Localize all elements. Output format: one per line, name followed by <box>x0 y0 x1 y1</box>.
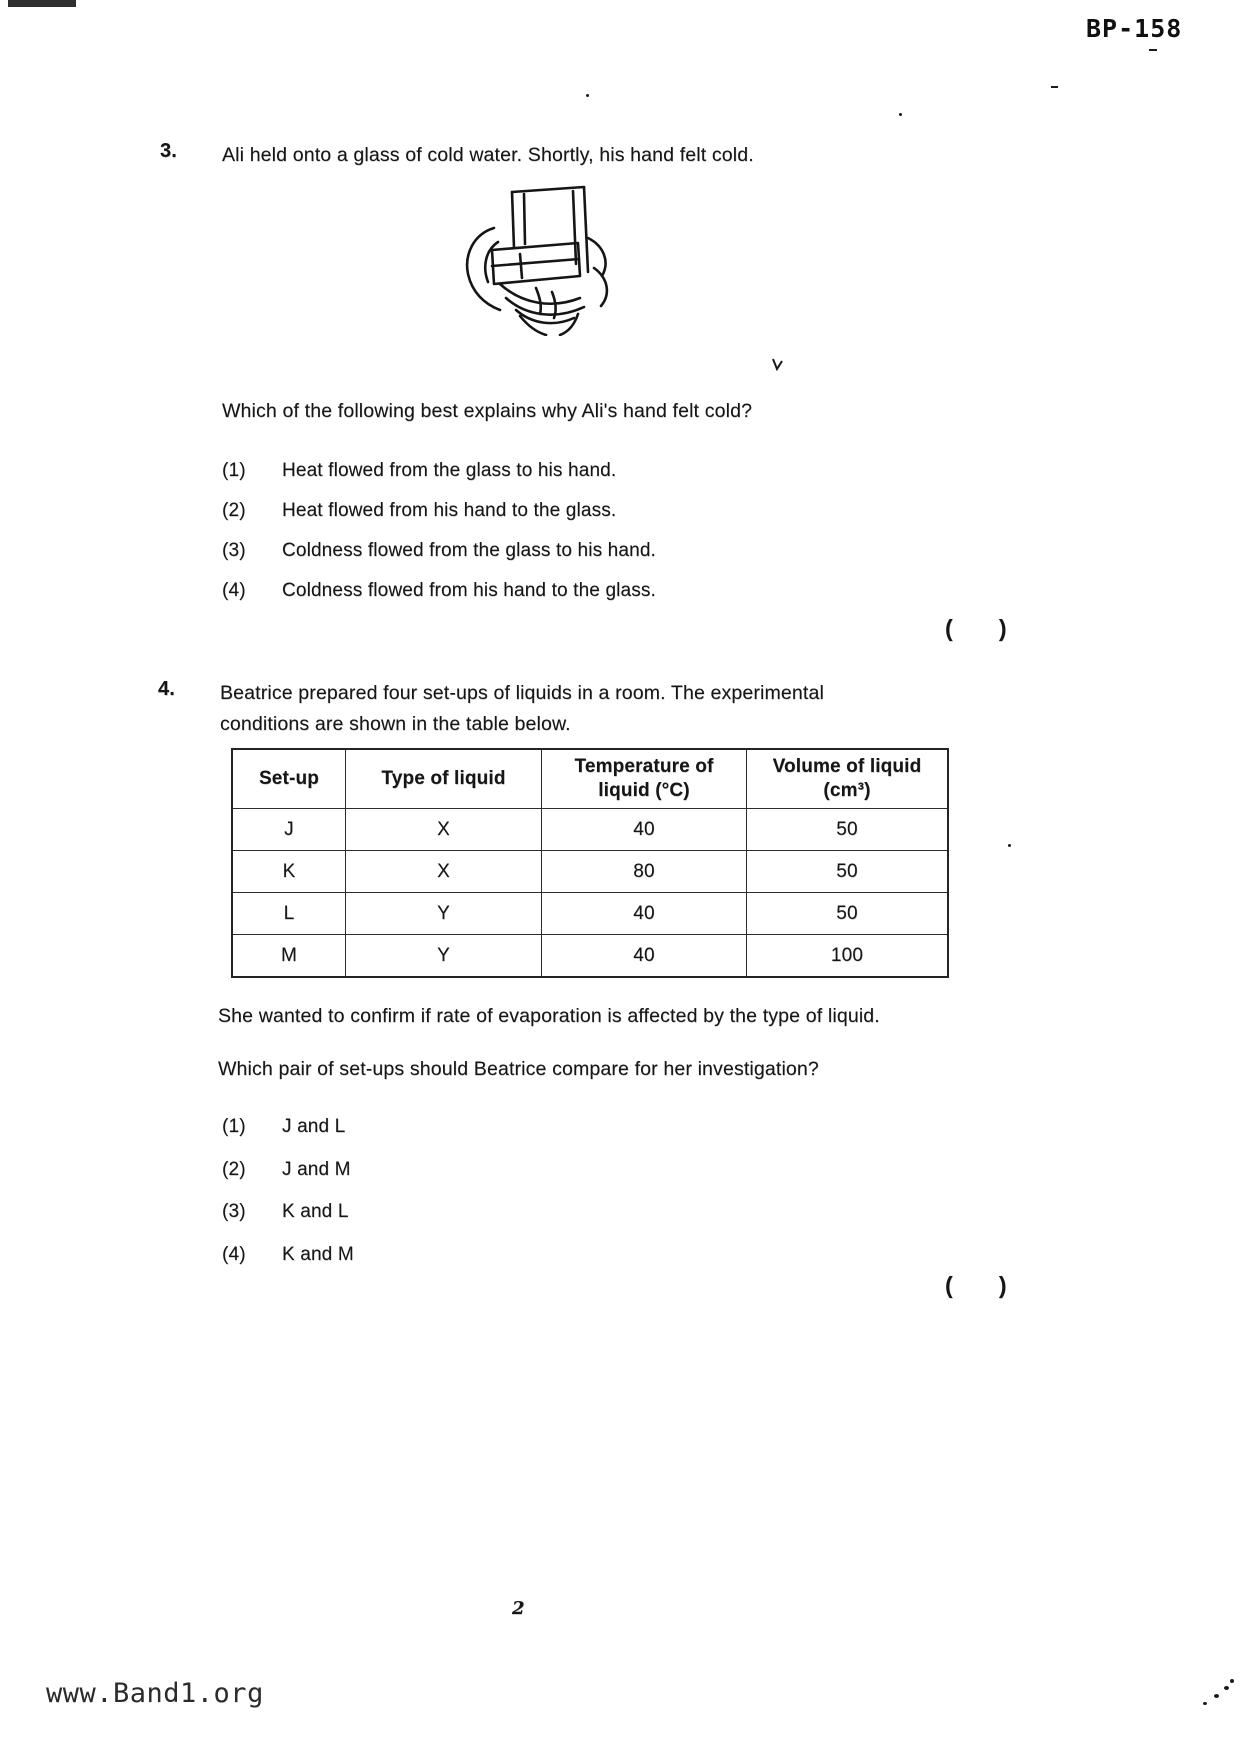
option-text: J and L <box>282 1116 346 1137</box>
cell-type: Y <box>346 935 542 978</box>
option-number: (1) <box>222 1116 246 1137</box>
cell-setup: M <box>232 935 346 978</box>
scan-artifact <box>1214 1694 1219 1698</box>
option-number: (3) <box>222 1201 246 1222</box>
cell-volume: 50 <box>747 809 949 851</box>
option-number: (2) <box>222 500 246 521</box>
bracket-close: ) <box>998 1272 1007 1298</box>
answer-bracket <box>945 1272 1007 1299</box>
page-number: 2 <box>512 1598 525 1619</box>
cell-type: Y <box>346 893 542 935</box>
option-row <box>222 1159 622 1181</box>
table-row <box>232 851 948 893</box>
question-4-note: She wanted to confirm if rate of evaporation is affected by the type of liquid. <box>218 1005 880 1027</box>
question-3-stem <box>160 140 940 171</box>
table-row <box>232 809 948 851</box>
cell-temperature: 80 <box>542 851 747 893</box>
question-4-prompt: Which pair of set-ups should Beatrice compare for her investigation? <box>218 1058 819 1080</box>
cell-temperature: 40 <box>542 893 747 935</box>
option-row <box>222 1116 622 1138</box>
answer-bracket <box>945 615 1007 642</box>
scan-artifact <box>770 356 786 374</box>
option-text: Heat flowed from the glass to his hand. <box>282 460 617 481</box>
question-4-options <box>222 1116 622 1286</box>
cell-setup: L <box>232 893 346 935</box>
question-4-number: 4. <box>158 678 175 700</box>
option-row <box>222 1244 622 1266</box>
option-row <box>222 460 862 482</box>
cell-volume: 100 <box>747 935 949 978</box>
question-4-text: Beatrice prepared four set-ups of liquids in a room. The experimental conditions are shown in the table below. <box>220 682 824 735</box>
option-number: (1) <box>222 460 246 481</box>
cell-type: X <box>346 851 542 893</box>
cell-temperature: 40 <box>542 935 747 978</box>
column-header: Temperature of liquid (°C) <box>542 749 747 809</box>
scan-artifact <box>1224 1686 1229 1690</box>
question-3-prompt: Which of the following best explains why Ali's hand felt cold? <box>222 400 753 422</box>
question-3-text: Ali held onto a glass of cold water. Shortly, his hand felt cold. <box>222 144 754 166</box>
column-header: Volume of liquid (cm³) <box>747 749 949 809</box>
option-row <box>222 580 862 602</box>
question-4-stem <box>158 678 878 740</box>
option-text: Coldness flowed from his hand to the glass. <box>282 580 656 601</box>
hand-holding-glass-illustration <box>428 176 658 336</box>
option-number: (3) <box>222 540 246 561</box>
experiment-conditions-table <box>231 748 949 978</box>
option-text: K and L <box>282 1201 349 1222</box>
option-text: J and M <box>282 1158 351 1180</box>
cell-type: X <box>346 809 542 851</box>
column-header: Set-up <box>232 749 346 809</box>
paper-code: BP-158 <box>1086 14 1183 43</box>
cell-setup: K <box>232 851 346 893</box>
bracket-close: ) <box>998 615 1007 641</box>
option-text: Heat flowed from his hand to the glass. <box>282 500 617 521</box>
cell-temperature: 40 <box>542 809 747 851</box>
scan-artifact <box>1008 844 1011 847</box>
scan-artifact <box>1051 86 1058 88</box>
table-row <box>232 935 948 978</box>
question-3-options <box>222 460 862 620</box>
scan-artifact <box>586 94 589 97</box>
bracket-open: ( <box>945 1272 953 1298</box>
option-text: K and M <box>282 1243 354 1265</box>
option-row <box>222 500 862 522</box>
table-row <box>232 893 948 935</box>
option-number: (2) <box>222 1158 246 1180</box>
bracket-open: ( <box>945 615 953 641</box>
footer-url: www.Band1.org <box>46 1678 264 1709</box>
column-header: Type of liquid <box>346 749 542 809</box>
option-row <box>222 540 862 562</box>
scan-artifact <box>1203 1702 1207 1705</box>
scan-artifact <box>1230 1679 1234 1683</box>
option-number: (4) <box>222 1243 246 1265</box>
option-row <box>222 1201 622 1223</box>
option-text: Coldness flowed from the glass to his hand. <box>282 540 656 561</box>
cell-volume: 50 <box>747 893 949 935</box>
scan-artifact <box>1149 49 1157 51</box>
scan-corner-mark <box>8 0 76 7</box>
scan-artifact <box>899 113 902 116</box>
question-3-number: 3. <box>160 140 177 162</box>
table-header-row <box>232 749 948 809</box>
cell-volume: 50 <box>747 851 949 893</box>
option-number: (4) <box>222 580 246 601</box>
cell-setup: J <box>232 809 346 851</box>
